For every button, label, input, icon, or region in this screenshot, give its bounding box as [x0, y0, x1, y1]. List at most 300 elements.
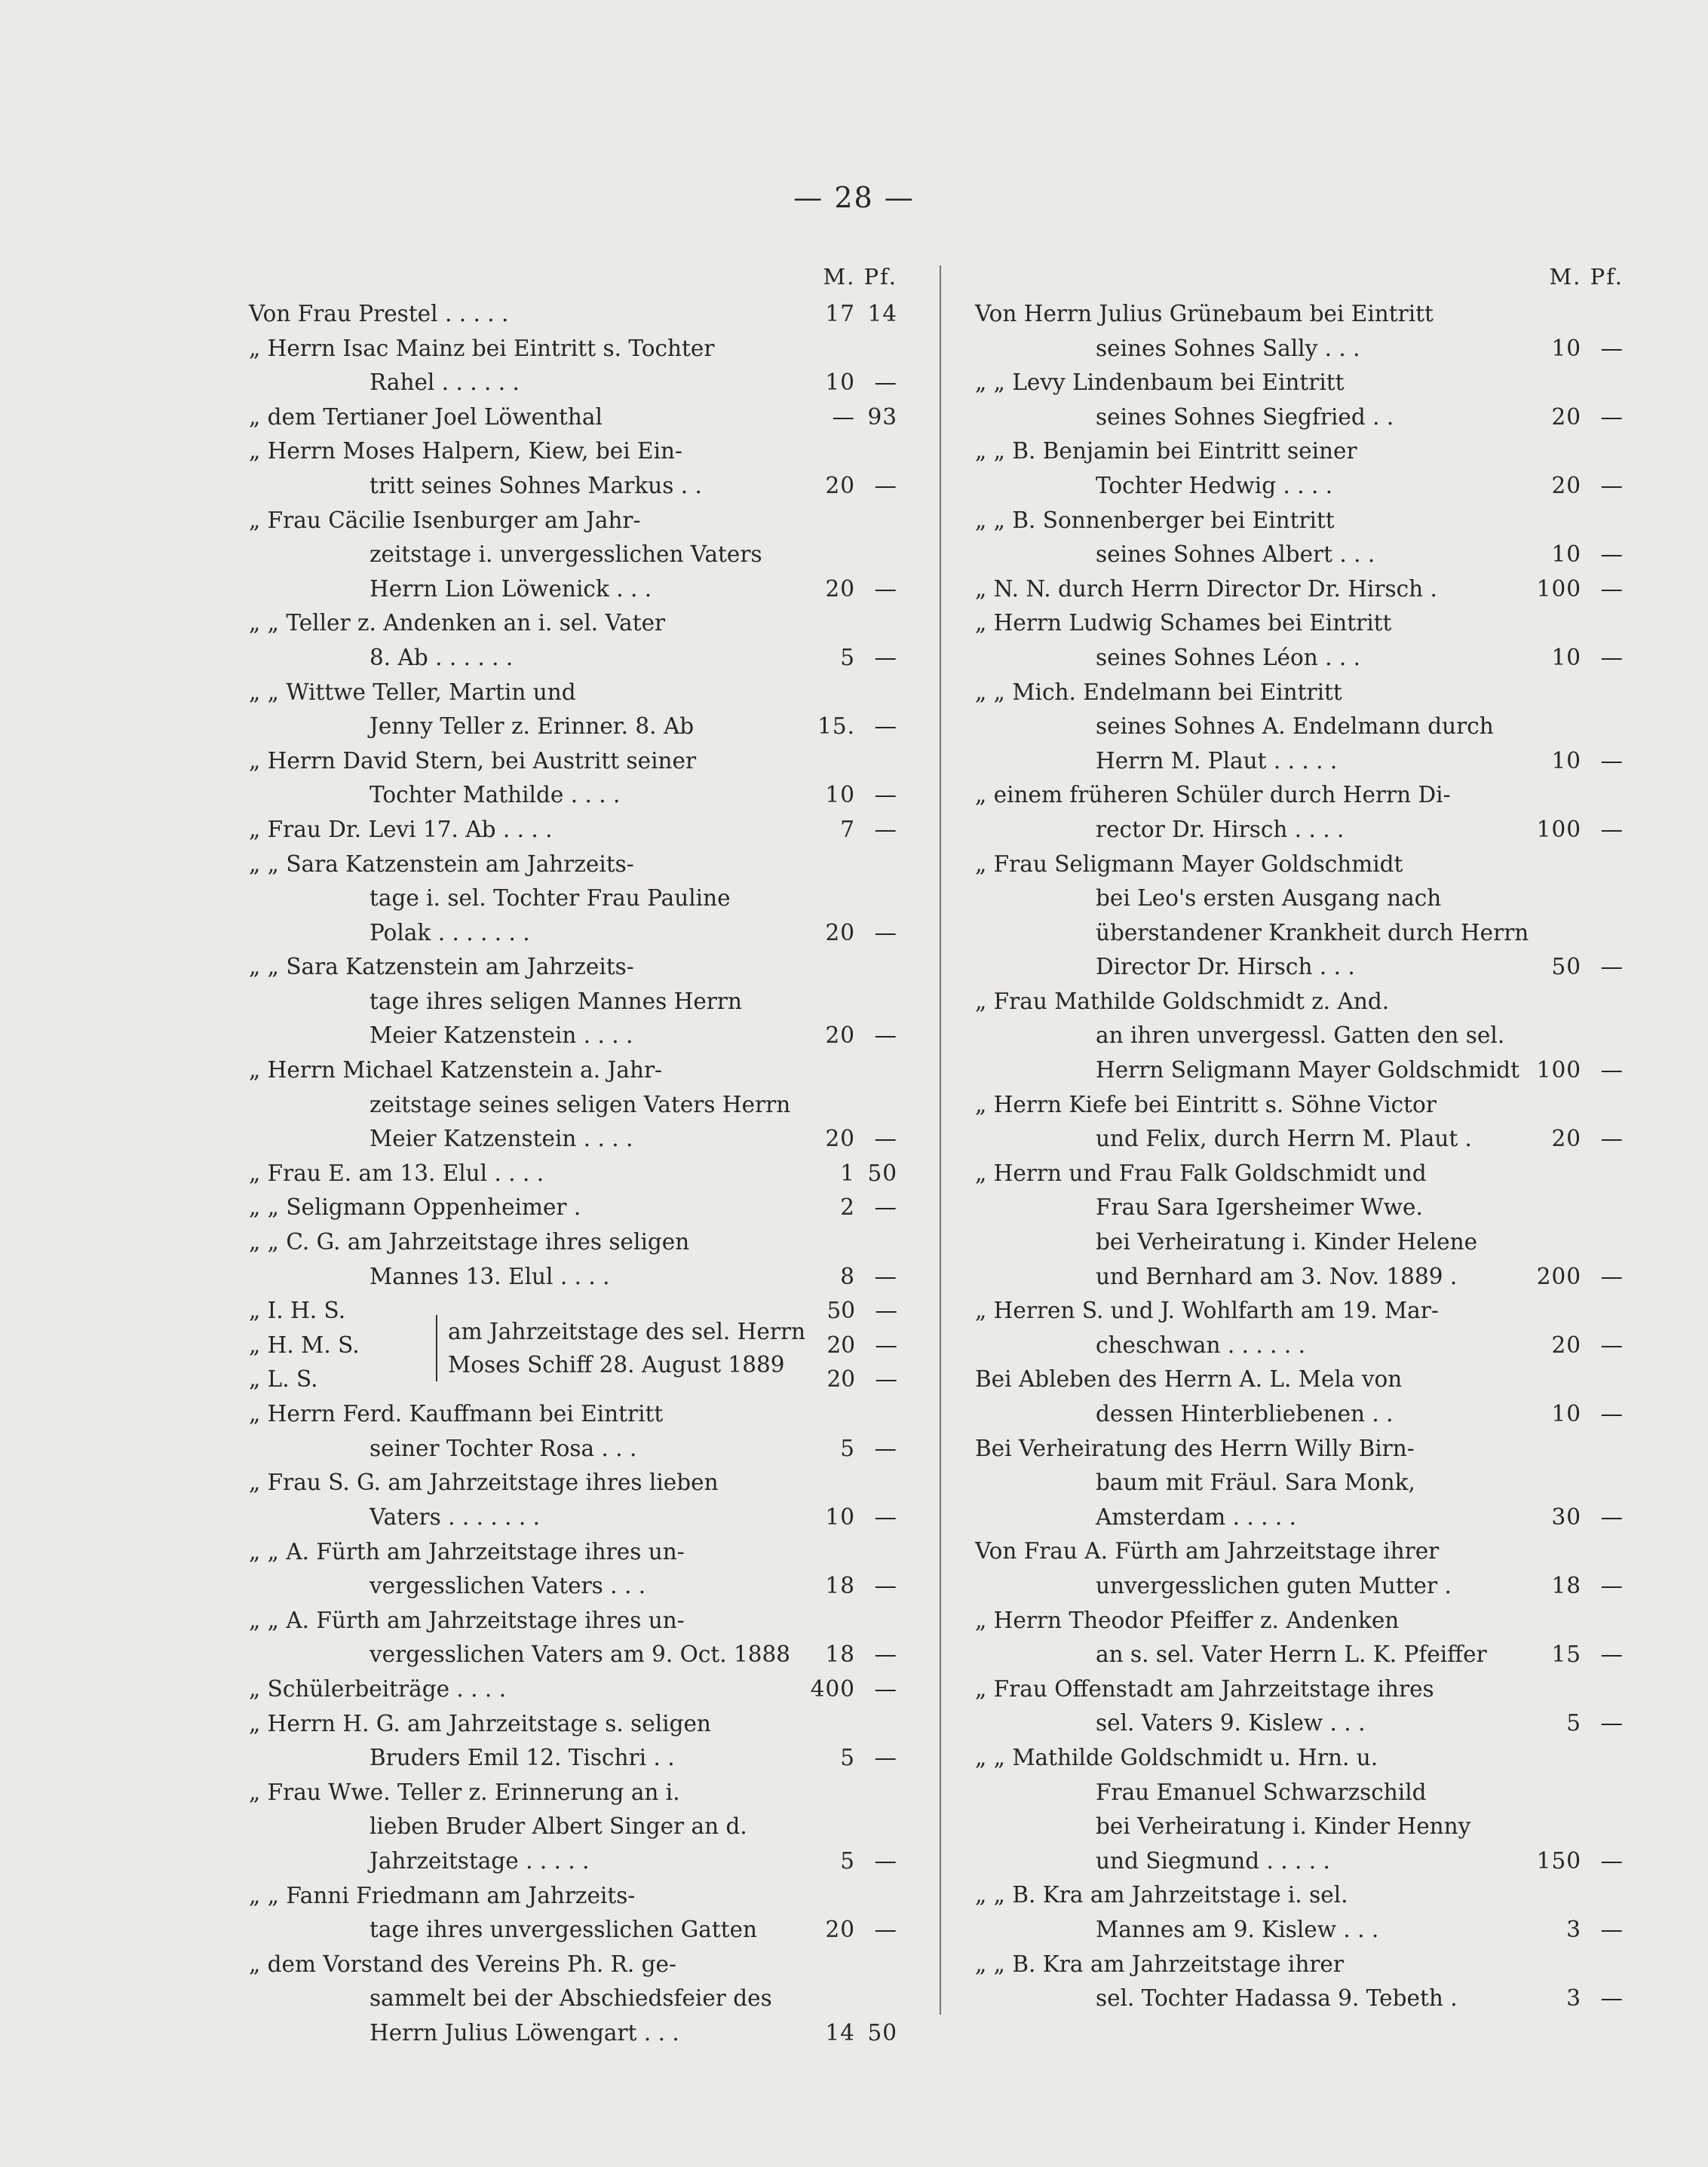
amount-pfennig: — — [1600, 1710, 1624, 1736]
right-column-header: M. Pf. — [1549, 264, 1624, 290]
entry-line: „ Frau S. G. am Jahrzeitstage ihres lieben — [249, 1470, 719, 1496]
amount-pfennig: — — [874, 1126, 897, 1152]
bracket-row-amount — [792, 1294, 897, 1329]
amount-mark: 8 — [840, 1263, 855, 1289]
amount-pfennig: — — [1600, 954, 1624, 980]
entry-amount — [792, 1638, 897, 1672]
amount-pfennig: — — [1600, 1401, 1624, 1427]
amount-pfennig: — — [1600, 816, 1624, 842]
entry-amount — [792, 1122, 897, 1157]
entry-line: rector Dr. Hirsch . . . . — [1096, 816, 1345, 842]
ledger-entry — [975, 606, 1624, 675]
ledger-entry — [249, 1776, 897, 1879]
amount-mark: 20 — [825, 1022, 855, 1049]
entry-line: Frau Sara Igersheimer Wwe. — [1096, 1194, 1423, 1221]
amount-pfennig: 14 — [867, 301, 897, 326]
ledger-entry — [249, 606, 897, 675]
amount-pfennig: — — [874, 1745, 897, 1771]
amount-mark: 10 — [1551, 747, 1581, 774]
amount-pfennig: 50 — [867, 2019, 897, 2046]
ledger-entry — [249, 1879, 897, 1948]
ledger-entry — [249, 1535, 897, 1604]
amount-pfennig: — — [874, 1194, 897, 1221]
entry-line: seines Sohnes Sally . . . — [1096, 335, 1360, 361]
entry-line: sammelt bei der Abschiedsfeier des — [370, 1985, 772, 2012]
ledger-entry — [975, 778, 1624, 847]
amount-mark: 10 — [825, 369, 855, 396]
amount-mark: 7 — [840, 816, 855, 842]
ledger-entry — [975, 847, 1624, 985]
entry-line: tritt seines Sohnes Markus . . — [370, 472, 702, 498]
entry-amount — [792, 1672, 897, 1707]
entry-line: sel. Vaters 9. Kislew . . . — [1096, 1710, 1366, 1736]
amount-mark: 30 — [1551, 1503, 1581, 1530]
entry-line: „ „ Mathilde Goldschmidt u. Hrn. u. — [975, 1744, 1378, 1770]
entry-amount — [1518, 400, 1624, 435]
entry-line: seines Sohnes Albert . . . — [1096, 541, 1375, 568]
ledger-entry — [975, 1432, 1624, 1535]
amount-mark: 10 — [825, 1504, 855, 1530]
ledger-entry — [249, 1157, 897, 1191]
entry-amount — [1518, 572, 1624, 607]
ledger-entry — [975, 1948, 1624, 2016]
entry-line: an s. sel. Vater Herrn L. K. Pfeiffer — [1096, 1641, 1487, 1668]
entry-line: unvergesslichen guten Mutter . — [1096, 1572, 1452, 1598]
entry-line: tage ihres unvergesslichen Gatten — [370, 1917, 758, 1943]
entry-line: vergesslichen Vaters . . . — [370, 1573, 646, 1599]
ledger-entry — [249, 1672, 897, 1707]
ledger-entry — [975, 1088, 1624, 1157]
entry-amount — [1518, 1706, 1624, 1741]
ledger-entry — [975, 434, 1624, 503]
entry-amount — [792, 1741, 897, 1776]
amount-pfennig: — — [1600, 1572, 1624, 1598]
entry-line: „ Frau Mathilde Goldschmidt z. And. — [975, 988, 1390, 1014]
entry-line: Herrn Seligmann Mayer Goldschmidt — [1096, 1057, 1519, 1084]
amount-mark: 5 — [840, 1435, 855, 1461]
amount-pfennig: — — [875, 1298, 897, 1324]
entry-line: seiner Tochter Rosa . . . — [370, 1435, 637, 1461]
entry-amount — [792, 572, 897, 607]
entry-amount — [792, 1913, 897, 1948]
ledger-entry — [975, 985, 1624, 1088]
amount-mark: 20 — [1551, 1332, 1581, 1358]
entry-line: „ „ Sara Katzenstein am Jahrzeits- — [249, 851, 634, 877]
ledger-entry — [975, 366, 1624, 434]
amount-pfennig: — — [875, 1332, 897, 1358]
entry-line: seines Sohnes Siegfried . . — [1096, 403, 1394, 430]
entry-line: „ Herrn H. G. am Jahrzeitstage s. seligen — [249, 1710, 711, 1736]
bracket-row-label: „ H. M. S. — [249, 1332, 360, 1358]
ledger-entry — [249, 1225, 897, 1294]
entry-line: Amsterdam . . . . . — [1096, 1503, 1297, 1530]
bracket-group — [249, 1294, 897, 1397]
entry-line: „ Herren S. und J. Wohlfarth am 19. Mar- — [975, 1298, 1439, 1324]
amount-pfennig: — — [1600, 1332, 1624, 1358]
amount-pfennig: — — [1600, 1916, 1624, 1942]
ledger-entry — [975, 1294, 1624, 1362]
entry-line: bei Verheiratung i. Kinder Helene — [1096, 1229, 1478, 1255]
amount-pfennig: — — [874, 472, 897, 498]
ledger-entry — [249, 1604, 897, 1672]
entry-amount — [792, 469, 897, 504]
entry-line: „ Frau Cäcilie Isenburger am Jahr- — [249, 507, 641, 533]
amount-mark: — — [832, 403, 855, 430]
entry-line: „ „ C. G. am Jahrzeitstage ihres seligen — [249, 1229, 690, 1255]
entry-line: „ Frau Seligmann Mayer Goldschmidt — [975, 851, 1403, 877]
entry-line: Jahrzeitstage . . . . . — [370, 1847, 590, 1874]
entry-line: seines Sohnes A. Endelmann durch — [1096, 713, 1494, 740]
amount-pfennig: — — [1600, 1126, 1624, 1152]
entry-line: „ „ A. Fürth am Jahrzeitstage ihres un- — [249, 1538, 685, 1565]
amount-mark: 20 — [825, 1917, 855, 1943]
entry-amount — [792, 778, 897, 813]
amount-mark: 20 — [1551, 1126, 1581, 1152]
left-column-header: M. Pf. — [823, 264, 897, 290]
amount-mark: 10 — [1551, 541, 1581, 568]
entry-amount — [1518, 538, 1624, 572]
entry-line: „ „ Levy Lindenbaum bei Eintritt — [975, 369, 1345, 396]
amount-mark: 17 — [825, 301, 855, 326]
entry-amount — [1518, 1982, 1624, 2016]
entry-line: „ Herrn Isac Mainz bei Eintritt s. Tochter — [249, 335, 715, 361]
amount-mark: 3 — [1566, 1985, 1581, 2012]
amount-mark: 400 — [810, 1675, 855, 1702]
entry-line: „ Herrn Ferd. Kauffmann bei Eintritt — [249, 1401, 664, 1427]
entry-amount — [1518, 1329, 1624, 1363]
entry-line: zeitstage i. unvergesslichen Vaters — [370, 541, 762, 568]
amount-mark: 5 — [1566, 1710, 1581, 1736]
amount-mark: 200 — [1536, 1263, 1581, 1289]
ledger-entry — [249, 744, 897, 813]
amount-pfennig: — — [874, 1675, 897, 1702]
entry-amount — [792, 710, 897, 744]
entry-line: „ Herrn David Stern, bei Austritt seiner — [249, 747, 697, 774]
ledger-entry — [975, 1604, 1624, 1672]
amount-mark: 20 — [825, 472, 855, 498]
entry-line: „ „ Teller z. Andenken an i. sel. Vater — [249, 610, 666, 636]
ledger-entry — [249, 297, 897, 332]
amount-pfennig: 50 — [867, 1160, 897, 1186]
entry-line: Meier Katzenstein . . . . — [370, 1022, 633, 1049]
bracket-row-amount — [792, 1329, 897, 1363]
amount-pfennig: — — [875, 1366, 897, 1393]
amount-mark: 14 — [825, 2019, 855, 2046]
entry-line: Director Dr. Hirsch . . . — [1096, 954, 1355, 980]
entry-line: „ „ Mich. Endelmann bei Eintritt — [975, 679, 1342, 705]
amount-pfennig: — — [874, 919, 897, 946]
entry-line: zeitstage seines seligen Vaters Herrn — [370, 1091, 791, 1117]
amount-pfennig: — — [874, 1263, 897, 1289]
entry-line: und Siegmund . . . . . — [1096, 1847, 1330, 1874]
amount-mark: 100 — [1536, 1057, 1581, 1084]
entry-line: Mannes 13. Elul . . . . — [370, 1263, 610, 1289]
amount-pfennig: — — [1600, 541, 1624, 568]
entry-line: cheschwan . . . . . . — [1096, 1332, 1306, 1358]
entry-line: lieben Bruder Albert Singer an d. — [370, 1813, 747, 1840]
amount-pfennig: — — [1600, 335, 1624, 361]
entry-amount — [1518, 1122, 1624, 1157]
entry-line: sel. Tochter Hadassa 9. Tebeth . — [1096, 1985, 1458, 2012]
entry-amount — [792, 813, 897, 847]
amount-mark: 15 — [1551, 1641, 1581, 1668]
entry-amount — [1518, 1844, 1624, 1879]
entry-line: und Felix, durch Herrn M. Plaut . — [1096, 1126, 1472, 1152]
entry-amount — [792, 1569, 897, 1604]
entry-line: Bruders Emil 12. Tischri . . — [370, 1745, 675, 1771]
entry-amount — [1518, 1053, 1624, 1088]
ledger-entry — [975, 1741, 1624, 1878]
amount-pfennig: — — [874, 1641, 897, 1668]
amount-mark: 150 — [1536, 1847, 1581, 1874]
entry-line: Von Frau Prestel . . . . . — [249, 301, 509, 326]
ledger-entry — [975, 1157, 1624, 1294]
amount-mark: 20 — [825, 919, 855, 946]
entry-amount — [792, 297, 897, 332]
ledger-entry — [249, 1397, 897, 1466]
amount-mark: 18 — [825, 1641, 855, 1668]
entry-line: „ „ Fanni Friedmann am Jahrzeits- — [249, 1882, 636, 1908]
amount-pfennig: — — [874, 1022, 897, 1049]
entry-amount — [1518, 744, 1624, 779]
amount-pfennig: — — [874, 1847, 897, 1874]
entry-amount — [792, 366, 897, 400]
amount-pfennig: — — [874, 782, 897, 808]
entry-amount — [1518, 1638, 1624, 1672]
amount-mark: 10 — [1551, 644, 1581, 670]
entry-line: „ „ A. Fürth am Jahrzeitstage ihres un- — [249, 1607, 685, 1633]
entry-line: „ Herrn Moses Halpern, Kiew, bei Ein- — [249, 438, 682, 464]
amount-mark: 15. — [817, 713, 855, 740]
ledger-entry — [249, 1948, 897, 2051]
entry-line: Herrn Julius Löwengart . . . — [370, 2019, 679, 2046]
entry-line: tage ihres seligen Mannes Herrn — [370, 988, 743, 1014]
amount-mark: 2 — [840, 1194, 855, 1221]
entry-line: Bei Verheiratung des Herrn Willy Birn- — [975, 1435, 1415, 1461]
entry-line: Herrn M. Plaut . . . . . — [1096, 747, 1338, 774]
amount-mark: 10 — [1551, 1401, 1581, 1427]
entry-line: „ „ B. Sonnenberger bei Eintritt — [975, 507, 1335, 533]
entry-amount — [792, 1500, 897, 1535]
amount-pfennig: — — [1600, 1641, 1624, 1668]
amount-pfennig: — — [874, 816, 897, 842]
amount-mark: 20 — [825, 1126, 855, 1152]
ledger-entry — [975, 572, 1624, 607]
entry-line: „ „ B. Benjamin bei Eintritt seiner — [975, 438, 1357, 464]
ledger-entry — [975, 1672, 1624, 1741]
amount-pfennig: — — [874, 1917, 897, 1943]
entry-amount — [792, 400, 897, 435]
amount-pfennig: — — [1600, 575, 1624, 602]
ledger-entry — [249, 950, 897, 1053]
entry-line: Jenny Teller z. Erinner. 8. Ab — [370, 713, 695, 740]
amount-pfennig: — — [1600, 1847, 1624, 1874]
amount-pfennig: 93 — [867, 403, 897, 430]
amount-pfennig: — — [1600, 403, 1624, 430]
ledger-entry — [249, 1191, 897, 1225]
entry-line: „ Herrn Theodor Pfeiffer z. Andenken — [975, 1607, 1400, 1633]
amount-mark: 5 — [840, 1745, 855, 1771]
entry-line: bei Verheiratung i. Kinder Henny — [1096, 1813, 1471, 1840]
entry-line: „ Schülerbeiträge . . . . — [249, 1675, 507, 1702]
entry-amount — [1518, 1569, 1624, 1604]
amount-pfennig: — — [874, 369, 897, 396]
entry-line: Meier Katzenstein . . . . — [370, 1126, 633, 1152]
entry-line: „ Frau Offenstadt am Jahrzeitstage ihres — [975, 1675, 1434, 1702]
entry-line: „ „ Seligmann Oppenheimer . — [249, 1194, 581, 1221]
left-entries-continued — [249, 1397, 897, 2050]
entry-amount — [1518, 332, 1624, 366]
amount-pfennig: — — [874, 644, 897, 670]
amount-mark: 20 — [1551, 472, 1581, 498]
entry-line: „ Herrn Michael Katzenstein a. Jahr- — [249, 1057, 663, 1084]
ledger-entry — [975, 1534, 1624, 1603]
amount-pfennig: — — [874, 1435, 897, 1461]
column-divider — [940, 265, 941, 2015]
amount-mark: 50 — [826, 1298, 855, 1324]
entry-line: dessen Hinterbliebenen . . — [1096, 1401, 1394, 1427]
entry-line: Von Herrn Julius Grünebaum bei Eintritt — [975, 301, 1434, 326]
entry-line: „ Frau Wwe. Teller z. Erinnerung an i. — [249, 1779, 680, 1805]
amount-pfennig: — — [1600, 1985, 1624, 2012]
left-column — [249, 264, 897, 2051]
entry-line: „ „ B. Kra am Jahrzeitstage ihrer — [975, 1951, 1344, 1977]
entry-line: „ Herrn Kiefe bei Eintritt s. Söhne Victor — [975, 1091, 1437, 1117]
amount-pfennig: — — [874, 713, 897, 740]
entry-line: an ihren unvergessl. Gatten den sel. — [1096, 1022, 1505, 1049]
entry-line: Bei Ableben des Herrn A. L. Mela von — [975, 1366, 1403, 1393]
ledger-entry — [249, 504, 897, 607]
amount-mark: 5 — [840, 1847, 855, 1874]
entry-line: baum mit Fräul. Sara Monk, — [1096, 1470, 1415, 1496]
ledger-entry — [249, 1466, 897, 1534]
entry-amount — [792, 1191, 897, 1225]
entry-amount — [1518, 1913, 1624, 1948]
ledger-entry — [975, 297, 1624, 366]
ledger-entry — [249, 1707, 897, 1776]
entry-line: „ „ Wittwe Teller, Martin und — [249, 679, 576, 705]
entry-line: „ dem Vorstand des Vereins Ph. R. ge- — [249, 1951, 676, 1977]
amount-mark: 20 — [826, 1332, 855, 1358]
amount-mark: 50 — [1551, 954, 1581, 980]
entry-line: „ Frau E. am 13. Elul . . . . — [249, 1160, 544, 1186]
entry-line: 8. Ab . . . . . . — [370, 644, 514, 670]
bracket-row-amount — [792, 1362, 897, 1397]
entry-amount — [792, 641, 897, 676]
ledger-entry — [975, 1362, 1624, 1431]
entry-line: Tochter Mathilde . . . . — [370, 782, 621, 808]
ledger-entry — [975, 676, 1624, 779]
amount-mark: 100 — [1536, 575, 1581, 602]
bracket-row-label: „ I. H. S. — [249, 1298, 346, 1324]
entry-line: „ Frau Dr. Levi 17. Ab . . . . — [249, 816, 553, 842]
amount-pfennig: — — [1600, 1503, 1624, 1530]
page-number: — 28 — — [793, 181, 915, 214]
right-column — [975, 264, 1624, 2016]
entry-amount — [792, 2016, 897, 2051]
amount-pfennig: — — [1600, 472, 1624, 498]
entry-line: bei Leo's ersten Ausgang nach — [1096, 885, 1442, 912]
entry-line: Herrn Lion Löwenick . . . — [370, 575, 652, 602]
amount-mark: 5 — [840, 644, 855, 670]
entry-line: und Bernhard am 3. Nov. 1889 . — [1096, 1263, 1458, 1289]
bracket-text-line: Moses Schiff 28. August 1889 — [448, 1352, 785, 1378]
ledger-entry — [975, 504, 1624, 572]
amount-mark: 18 — [1551, 1572, 1581, 1598]
bracket-row-label: „ L. S. — [249, 1366, 318, 1393]
entry-amount — [792, 1260, 897, 1295]
ledger-entry — [249, 332, 897, 400]
amount-pfennig: — — [1600, 1263, 1624, 1289]
ledger-entry — [249, 813, 897, 847]
entry-amount — [792, 1844, 897, 1879]
entry-amount — [792, 1157, 897, 1191]
ledger-entry — [249, 1053, 897, 1157]
entry-line: tage i. sel. Tochter Frau Pauline — [370, 885, 731, 912]
amount-pfennig: — — [874, 1504, 897, 1530]
amount-mark: 1 — [840, 1160, 855, 1186]
entry-amount — [792, 1019, 897, 1053]
entry-amount — [792, 916, 897, 951]
amount-mark: 20 — [826, 1366, 855, 1393]
entry-amount — [1518, 1260, 1624, 1295]
entry-amount — [1518, 1500, 1624, 1535]
entry-line: Von Frau A. Fürth am Jahrzeitstage ihrer — [975, 1538, 1440, 1565]
amount-pfennig: — — [1600, 747, 1624, 774]
ledger-entry — [249, 847, 897, 951]
entry-line: überstandener Krankheit durch Herrn — [1096, 919, 1529, 946]
entry-amount — [1518, 469, 1624, 504]
entry-amount — [1518, 1397, 1624, 1432]
amount-mark: 20 — [1551, 403, 1581, 430]
entry-line: Vaters . . . . . . . — [370, 1504, 541, 1530]
entry-amount — [1518, 950, 1624, 985]
amount-pfennig: — — [1600, 1057, 1624, 1084]
right-entries — [975, 297, 1624, 2016]
entry-line: Polak . . . . . . . — [370, 919, 530, 946]
amount-mark: 3 — [1566, 1916, 1581, 1942]
bracket-text-line: am Jahrzeitstage des sel. Herrn — [448, 1319, 806, 1345]
ledger-entry — [249, 434, 897, 503]
bracket-text — [436, 1315, 805, 1381]
entry-line: Rahel . . . . . . — [370, 369, 520, 396]
entry-line: „ „ Sara Katzenstein am Jahrzeits- — [249, 954, 634, 980]
entry-amount — [792, 1432, 897, 1467]
entry-amount — [1518, 813, 1624, 847]
amount-mark: 100 — [1536, 816, 1581, 842]
entry-line: „ dem Tertianer Joel Löwenthal — [249, 403, 603, 430]
entry-line: „ einem früheren Schüler durch Herrn Di- — [975, 782, 1451, 808]
ledger-entry — [249, 676, 897, 744]
amount-pfennig: — — [874, 575, 897, 602]
amount-mark: 10 — [825, 782, 855, 808]
entry-line: Mannes am 9. Kislew . . . — [1096, 1916, 1379, 1942]
entry-line: seines Sohnes Léon . . . — [1096, 644, 1361, 670]
amount-pfennig: — — [1600, 644, 1624, 670]
amount-pfennig: — — [874, 1573, 897, 1599]
entry-line: „ N. N. durch Herrn Director Dr. Hirsch . — [975, 575, 1437, 602]
amount-mark: 20 — [825, 575, 855, 602]
ledger-entry — [975, 1878, 1624, 1947]
entry-line: Tochter Hedwig . . . . — [1096, 472, 1333, 498]
entry-amount — [1518, 641, 1624, 676]
left-entries — [249, 297, 897, 1294]
amount-mark: 10 — [1551, 335, 1581, 361]
entry-line: „ „ B. Kra am Jahrzeitstage i. sel. — [975, 1882, 1348, 1908]
entry-line: vergesslichen Vaters am 9. Oct. 1888 — [370, 1641, 791, 1668]
ledger-entry — [249, 400, 897, 435]
amount-mark: 18 — [825, 1573, 855, 1599]
